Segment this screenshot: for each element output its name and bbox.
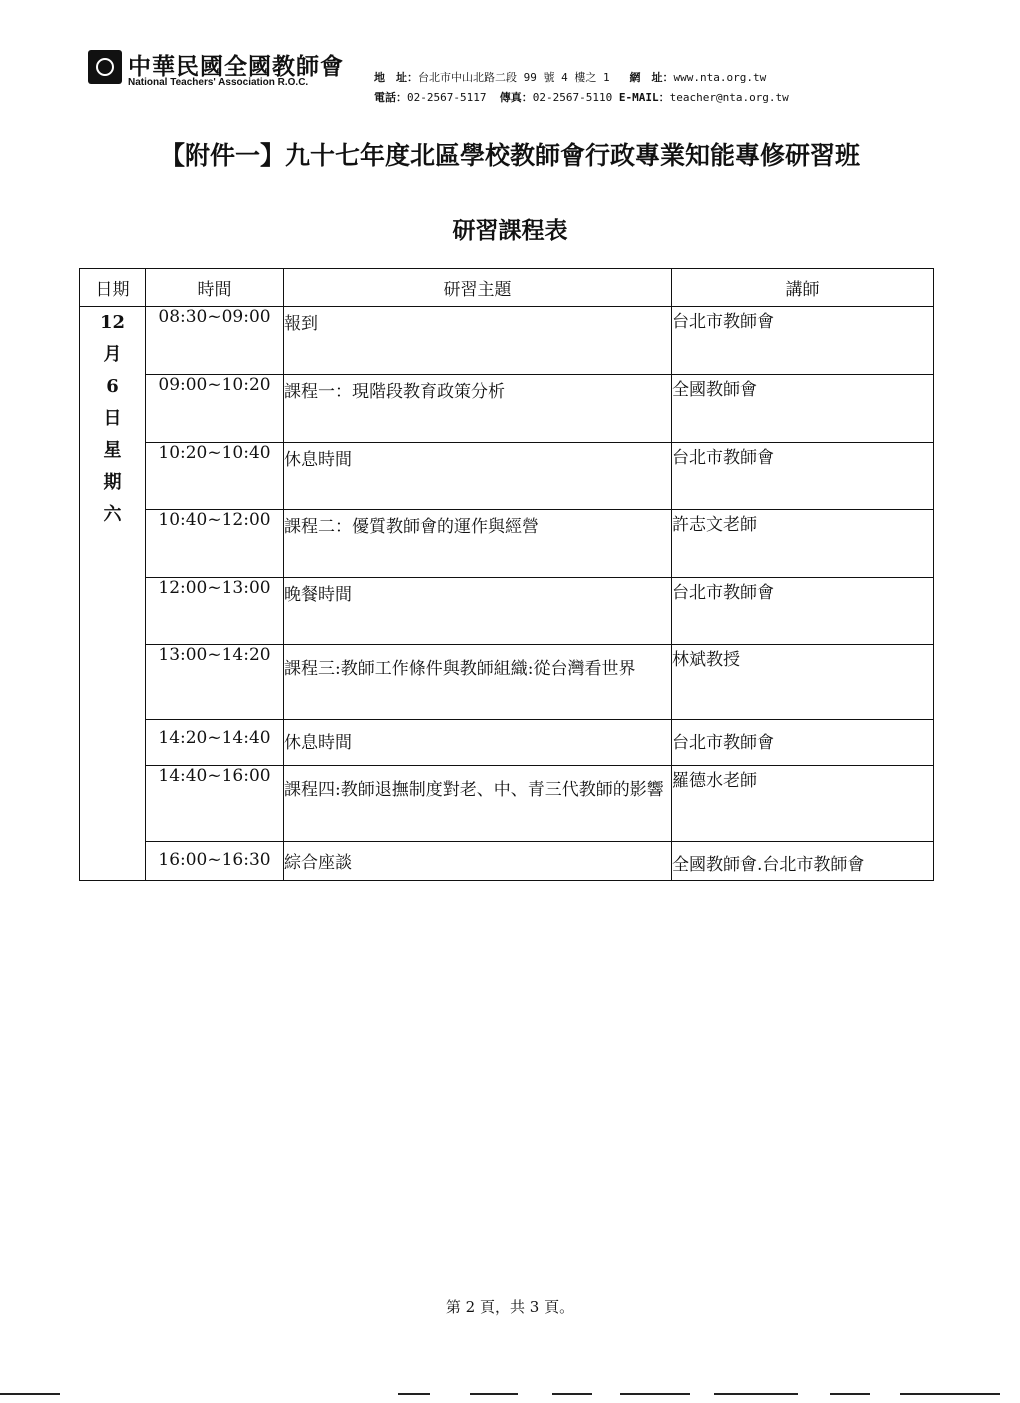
time-cell: 09:00~10:20 xyxy=(146,375,284,443)
table-row xyxy=(80,645,934,720)
scan-artifact xyxy=(470,1393,518,1395)
header-date: 日期 xyxy=(80,269,146,307)
scan-artifact xyxy=(830,1393,870,1395)
table-row xyxy=(80,720,934,766)
scan-artifact xyxy=(552,1393,592,1395)
address-label: 地 址： xyxy=(374,71,418,84)
topic-cell: 晚餐時間 xyxy=(284,578,672,645)
address-value: 台北市中山北路二段 99 號 4 樓之 1 xyxy=(418,71,610,84)
date-char: 月 xyxy=(103,344,122,365)
date-char: 6 xyxy=(106,376,119,397)
contact-info xyxy=(374,68,789,108)
schedule-table xyxy=(79,268,934,881)
time-cell: 08:30~09:00 xyxy=(146,307,284,375)
header-time: 時間 xyxy=(146,269,284,307)
table-row xyxy=(80,578,934,645)
association-logo-icon xyxy=(88,50,122,84)
page-number: 第 2 頁，共 3 頁。 xyxy=(445,1298,575,1316)
topic-cell: 課程一：現階段教育政策分析 xyxy=(284,375,672,443)
time-cell: 14:40~16:00 xyxy=(146,766,284,842)
header-topic: 研習主題 xyxy=(284,269,672,307)
phone-label: 電話： xyxy=(374,91,407,104)
header-speaker: 講師 xyxy=(672,269,934,307)
scan-artifact xyxy=(0,1393,60,1395)
speaker-cell: 全國教師會 xyxy=(672,375,934,443)
speaker-cell: 台北市教師會 xyxy=(672,578,934,645)
topic-cell: 課程四:教師退撫制度對老、中、青三代教師的影響 xyxy=(284,766,672,842)
scan-artifact xyxy=(900,1393,1000,1395)
scan-artifact xyxy=(714,1393,798,1395)
time-cell: 10:20~10:40 xyxy=(146,443,284,510)
topic-cell: 休息時間 xyxy=(284,720,672,766)
time-cell: 13:00~14:20 xyxy=(146,645,284,720)
fax-value: 02-2567-5110 xyxy=(532,91,613,104)
speaker-cell: 許志文老師 xyxy=(672,510,934,578)
date-char: 日 xyxy=(103,408,122,429)
time-cell: 16:00~16:30 xyxy=(146,842,284,881)
time-cell: 14:20~14:40 xyxy=(146,720,284,766)
time-cell: 10:40~12:00 xyxy=(146,510,284,578)
topic-cell: 課程二：優質教師會的運作與經營 xyxy=(284,510,672,578)
table-row xyxy=(80,510,934,578)
topic-cell: 綜合座談 xyxy=(284,842,672,881)
topic-cell: 報到 xyxy=(284,307,672,375)
document-title: 【附件一】九十七年度北區學校教師會行政專業知能專修研習班 xyxy=(159,141,860,170)
scan-artifact xyxy=(398,1393,430,1395)
org-name-en: National Teachers' Association R.O.C. xyxy=(128,77,309,88)
org-name-zh: 中華民國全國教師會 xyxy=(128,53,344,80)
table-row xyxy=(80,375,934,443)
contact-line-1 xyxy=(374,68,789,88)
scan-artifact xyxy=(620,1393,690,1395)
speaker-cell: 台北市教師會 xyxy=(672,307,934,375)
date-char: 12 xyxy=(99,312,126,333)
phone-value: 02-2567-5117 xyxy=(407,91,487,104)
speaker-cell: 林斌教授 xyxy=(672,645,934,720)
email-value: teacher@nta.org.tw xyxy=(669,91,789,104)
date-char: 期 xyxy=(103,472,122,493)
table-row xyxy=(80,766,934,842)
topic-cell: 休息時間 xyxy=(284,443,672,510)
fax-label: 傳真： xyxy=(499,91,533,104)
date-char: 六 xyxy=(103,504,122,525)
speaker-cell: 台北市教師會 xyxy=(672,720,934,766)
contact-line-2 xyxy=(374,88,789,108)
table-row xyxy=(80,443,934,510)
letterhead xyxy=(88,48,988,108)
table-row xyxy=(80,842,934,881)
speaker-cell: 全國教師會.台北市教師會 xyxy=(672,842,934,881)
date-cell xyxy=(80,307,146,881)
date-char: 星 xyxy=(103,440,122,461)
table-header-row xyxy=(80,269,934,307)
table-row xyxy=(80,307,934,375)
email-label: E-MAIL： xyxy=(618,91,670,104)
document-subtitle: 研習課程表 xyxy=(452,217,568,244)
website-label: 網 址： xyxy=(629,71,674,84)
website-value: www.nta.org.tw xyxy=(673,71,767,84)
topic-cell: 課程三:教師工作條件與教師組織:從台灣看世界 xyxy=(284,645,672,720)
time-cell: 12:00~13:00 xyxy=(146,578,284,645)
speaker-cell: 羅德水老師 xyxy=(672,766,934,842)
speaker-cell: 台北市教師會 xyxy=(672,443,934,510)
